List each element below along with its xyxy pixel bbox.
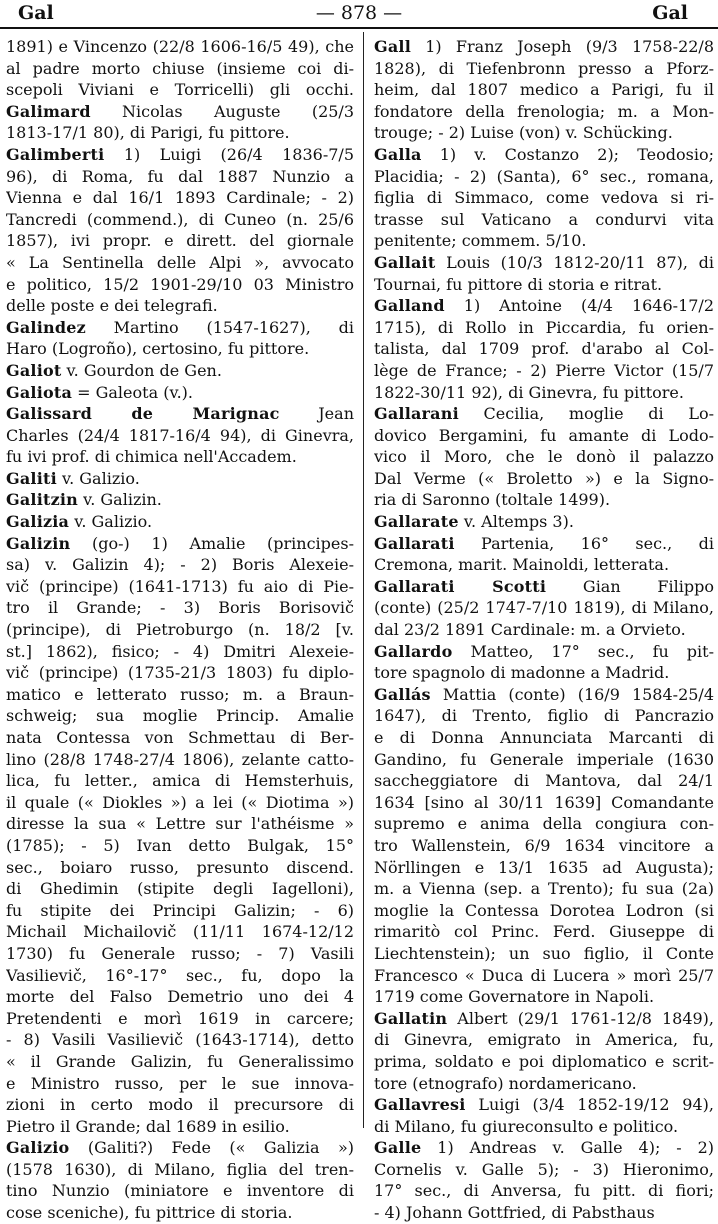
entry-text: Cecilia, moglie di Lo- bbox=[458, 404, 714, 424]
text-line bbox=[374, 1180, 714, 1202]
text-line bbox=[6, 705, 354, 727]
entry-text: Mattia (conte) (16/9 1584-25/4 bbox=[430, 684, 714, 704]
text-line bbox=[374, 727, 714, 749]
entry-text: 1) Luigi (26/4 1836-7/5 bbox=[104, 144, 354, 164]
entry-text: 1813-17/1 80), di Parigi, fu pittore. bbox=[6, 123, 290, 143]
entry-text: Tournai, fu pittore di storia e ritrat. bbox=[374, 274, 663, 294]
entry-text: al padre morto chiuse (insieme coi di- bbox=[6, 58, 354, 78]
entry-text: 1) Franz Joseph (9/3 1758-22/8 bbox=[411, 37, 714, 56]
entry-text: Vienna e dal 16/1 1893 Cardinale; - 2) bbox=[6, 188, 354, 208]
entry-text: (1578 1630), di Milano, figlia del tren- bbox=[6, 1159, 354, 1179]
entry-headword: Gallarati bbox=[374, 533, 455, 553]
entry-text: « il Grande Galizin, fu Generalissimo bbox=[6, 1051, 354, 1071]
entry-text: talista, dal 1709 prof. d'arabo al Col- bbox=[374, 339, 714, 359]
text-line bbox=[374, 1094, 714, 1116]
text-line bbox=[6, 986, 354, 1008]
text-line bbox=[6, 857, 354, 879]
entry-headword: Galizio bbox=[6, 1138, 70, 1158]
text-line bbox=[6, 792, 354, 814]
entry-text: 1634 [sino al 30/11 1639] Comandante bbox=[374, 792, 714, 812]
text-line bbox=[374, 857, 714, 879]
entry-text: 1822-30/11 92), di Ginevra, fu pittore. bbox=[374, 382, 684, 402]
text-line bbox=[374, 705, 714, 727]
entry-text: tore spagnolo di madonne a Madrid. bbox=[374, 663, 670, 683]
entry-text: vič (principe) (1641-1713) fu aio di Pie- bbox=[6, 576, 354, 596]
entry-text: diresse la sua « Lettre sur l'athéisme » bbox=[6, 814, 354, 834]
entry-text: matico e letterato russo; m. a Braun- bbox=[6, 684, 354, 704]
entry-headword: Gallatin bbox=[374, 1008, 448, 1028]
entry-headword: Galindez bbox=[6, 317, 86, 337]
text-line bbox=[374, 101, 714, 123]
entry-text: 1730) fu Generale russo; - 7) Vasili bbox=[6, 943, 354, 963]
entry-text: v. Gourdon de Gen. bbox=[61, 360, 222, 380]
entry-text: schweig; sua moglie Princip. Amalie bbox=[6, 706, 354, 726]
text-line bbox=[374, 511, 714, 533]
text-line bbox=[374, 1051, 714, 1073]
entry-text: di Ghedimin (stipite degli Iagelloni), bbox=[6, 879, 354, 899]
entry-text: lège de France; - 2) Pierre Victor (15/7 bbox=[374, 360, 714, 380]
entry-text: lica, fu letter., amica di Hemsterhuis, bbox=[6, 771, 354, 791]
entry-text: Liechtenstein); un suo figlio, il Conte bbox=[374, 943, 714, 963]
entry-text: 1) v. Costanzo 2); Teodosio; bbox=[421, 144, 714, 164]
entry-text: nata Contessa von Schmettau di Ber- bbox=[6, 728, 354, 747]
entry-text: (conte) (25/2 1747-7/10 1819), di Milano, bbox=[374, 598, 714, 618]
text-line bbox=[6, 878, 354, 900]
text-line bbox=[6, 619, 354, 641]
text-line bbox=[374, 554, 714, 576]
entry-text: Gandino, fu Generale imperiale (1630 bbox=[374, 749, 714, 769]
entry-text: rimaritò col Princ. Ferd. Giuseppe di bbox=[374, 922, 714, 942]
text-line bbox=[6, 1159, 354, 1181]
text-line bbox=[6, 533, 354, 555]
entry-text: Dal Verme (« Broletto ») e la Signo- bbox=[374, 468, 714, 488]
entry-text: = Galeota (v.). bbox=[72, 382, 193, 402]
entry-text: Michail Michailovič (11/11 1674-12/12 bbox=[6, 922, 354, 942]
entry-text: (go-) 1) Amalie (principes- bbox=[70, 533, 354, 553]
text-line bbox=[374, 1073, 714, 1095]
text-line bbox=[374, 166, 714, 188]
text-line bbox=[374, 770, 714, 792]
text-line bbox=[374, 684, 714, 706]
text-line bbox=[374, 295, 714, 317]
text-line bbox=[374, 338, 714, 360]
entry-headword: Galland bbox=[374, 296, 445, 316]
entry-text: Tancredi (commend.), di Cuneo (n. 25/6 bbox=[6, 209, 354, 229]
entry-text: cose sceniche), fu pittrice di storia. bbox=[6, 1203, 293, 1223]
entry-text: 1857), ivi propr. e dirett. del giornale bbox=[6, 231, 354, 251]
text-line bbox=[6, 274, 354, 296]
text-line bbox=[374, 749, 714, 771]
entry-headword: Galiot bbox=[6, 360, 62, 380]
text-line bbox=[374, 252, 714, 274]
text-line bbox=[6, 900, 354, 922]
entry-text: Cornelis v. Galle 5); - 3) Hieronimo, bbox=[374, 1159, 714, 1179]
text-line bbox=[6, 187, 354, 209]
entry-headword: Galiota bbox=[6, 382, 73, 402]
header-left-guideword: Gal bbox=[18, 2, 54, 24]
entry-text: Matteo, 17° sec., fu pit- bbox=[452, 641, 714, 661]
entry-text: supremo e anima della congiura con- bbox=[374, 814, 714, 834]
text-line bbox=[374, 878, 714, 900]
left-column bbox=[6, 36, 354, 1224]
entry-text: Luigi (3/4 1852-19/12 94), bbox=[465, 1095, 714, 1115]
entry-headword: Gallait bbox=[374, 252, 436, 272]
entry-text: e Ministro russo, per le sue innova- bbox=[6, 1073, 354, 1093]
text-line bbox=[6, 144, 354, 166]
entry-text: Albert (29/1 1761-12/8 1849), bbox=[447, 1008, 714, 1028]
entry-text: sec., boiaro russo, presunto discend. bbox=[6, 857, 354, 877]
entry-headword: Gallás bbox=[374, 684, 431, 704]
entry-text: Charles (24/4 1817-16/4 94), di Ginevra, bbox=[6, 425, 354, 445]
entry-text: fondatore della frenologia; m. a Mon- bbox=[374, 101, 714, 121]
entry-headword: Galitzin bbox=[6, 490, 78, 510]
right-column bbox=[374, 36, 714, 1224]
text-line bbox=[6, 1094, 354, 1116]
entry-text: 1719 come Governatore in Napoli. bbox=[374, 987, 655, 1007]
text-line bbox=[6, 468, 354, 490]
entry-text: Pietro il Grande; dal 1689 in esilio. bbox=[6, 1116, 290, 1136]
text-line bbox=[374, 382, 714, 404]
text-line bbox=[6, 382, 354, 404]
entry-headword: Galimberti bbox=[6, 144, 105, 164]
entry-text: di Milano, fu giureconsulto e politico. bbox=[374, 1116, 679, 1136]
entry-headword: Gallardo bbox=[374, 641, 453, 661]
text-line bbox=[374, 576, 714, 598]
text-line bbox=[374, 792, 714, 814]
entry-text: prima, soldato e poi diplomatico e scrit- bbox=[374, 1051, 714, 1071]
text-line bbox=[374, 446, 714, 468]
entry-text: Haro (Logroño), certosino, fu pittore. bbox=[6, 339, 310, 359]
text-line bbox=[6, 58, 354, 80]
text-line bbox=[6, 813, 354, 835]
text-line bbox=[374, 986, 714, 1008]
text-line bbox=[374, 403, 714, 425]
text-line bbox=[374, 921, 714, 943]
text-line bbox=[6, 554, 354, 576]
entry-text: Pretendenti e morì 1619 in carcere; bbox=[6, 1008, 354, 1028]
text-line bbox=[6, 295, 354, 317]
text-line bbox=[374, 1159, 714, 1181]
text-line bbox=[6, 230, 354, 252]
entry-text: sa) v. Galizin 4); - 2) Boris Alexeie- bbox=[6, 555, 354, 575]
entry-text: moglie la Contessa Dorotea Lodron (si bbox=[374, 900, 714, 920]
header-right-guideword: Gal bbox=[652, 2, 688, 24]
text-line bbox=[374, 597, 714, 619]
entry-text: vič (principe) (1735-21/3 1803) fu diplo- bbox=[6, 663, 354, 683]
entry-text: (principe), di Pietroburgo (n. 18/2 [v. bbox=[6, 620, 354, 640]
text-line bbox=[6, 403, 354, 425]
text-line bbox=[6, 727, 354, 749]
entry-text: - 8) Vasili Vasilievič (1643-1714), detto bbox=[6, 1030, 354, 1050]
entry-text: e di Donna Annunciata Marcanti di bbox=[374, 728, 714, 747]
text-line bbox=[6, 1202, 354, 1224]
text-line bbox=[6, 749, 354, 771]
text-line bbox=[6, 360, 354, 382]
entry-text: delle poste e dei telegrafi. bbox=[6, 296, 218, 316]
entry-text: m. a Vienna (sep. a Trento); fu sua (2a) bbox=[374, 879, 714, 899]
entry-text: st.] 1862), fisico; - 4) Dmitri Alexeie- bbox=[6, 641, 354, 661]
entry-headword: Gallavresi bbox=[374, 1095, 466, 1115]
text-line bbox=[6, 1116, 354, 1138]
text-line bbox=[6, 943, 354, 965]
text-line bbox=[6, 252, 354, 274]
entry-text: morte del Falso Demetrio uno dei 4 bbox=[6, 987, 354, 1007]
entry-text: Vasilievič, 16°-17° sec., fu, dopo la bbox=[6, 965, 354, 985]
entry-text: v. Galizin. bbox=[77, 490, 162, 510]
entry-text: 1) Antoine (4/4 1646-17/2 bbox=[444, 296, 714, 316]
text-line bbox=[6, 101, 354, 123]
entry-text: Nörllingen e 13/1 1635 ad Augusta); bbox=[374, 857, 714, 877]
entry-text: e politico, 15/2 1901-29/10 03 Ministro bbox=[6, 274, 354, 294]
entry-text: tro Wallenstein, 6/9 1634 vincitore a bbox=[374, 835, 714, 855]
text-line bbox=[374, 662, 714, 684]
text-line bbox=[6, 122, 354, 144]
text-line bbox=[6, 166, 354, 188]
text-line bbox=[374, 943, 714, 965]
text-line bbox=[6, 209, 354, 231]
entry-text: « La Sentinella delle Alpi », avvocato bbox=[6, 252, 354, 272]
entry-headword: Gall bbox=[374, 37, 411, 56]
text-line bbox=[374, 619, 714, 641]
entry-text: (Galiti?) Fede (« Galizia ») bbox=[69, 1138, 354, 1158]
text-line bbox=[374, 641, 714, 663]
text-line bbox=[6, 1008, 354, 1030]
entry-text: tino Nunzio (miniatore e inventore di bbox=[6, 1181, 354, 1201]
text-line bbox=[374, 360, 714, 382]
entry-text: di Ginevra, emigrato in America, fu, bbox=[374, 1030, 714, 1050]
entry-text: fu stipite dei Principi Galizin; - 6) bbox=[6, 900, 354, 920]
entry-text: Francesco « Duca di Lucera » morì 25/7 bbox=[374, 965, 714, 985]
text-line bbox=[6, 662, 354, 684]
entry-text: saccheggiatore di Mantova, dal 24/1 bbox=[374, 771, 714, 791]
text-line bbox=[374, 489, 714, 511]
entry-text: penitente; commem. 5/10. bbox=[374, 231, 587, 251]
entry-text: Martino (1547-1627), di bbox=[85, 317, 354, 337]
page-header bbox=[0, 0, 718, 30]
text-line bbox=[6, 597, 354, 619]
entry-text: trouge; - 2) Luise (von) v. Schücking. bbox=[374, 123, 673, 143]
page-number: — 878 — bbox=[315, 2, 403, 24]
entry-text: vico il Moro, che le donò il palazzo bbox=[374, 447, 714, 467]
text-line bbox=[374, 835, 714, 857]
text-line bbox=[374, 58, 714, 80]
entry-text: v. Galizio. bbox=[56, 468, 140, 488]
text-line bbox=[374, 533, 714, 555]
text-line bbox=[6, 1137, 354, 1159]
header-rule bbox=[0, 27, 718, 29]
entry-text: 1647), di Trento, figlio di Pancrazio bbox=[374, 706, 714, 726]
text-line bbox=[6, 489, 354, 511]
text-line bbox=[6, 425, 354, 447]
entry-text: trasse sul Vaticano a condurvi vita bbox=[374, 209, 714, 229]
text-line bbox=[374, 36, 714, 58]
entry-text: figlia di Simmaco, come vedova si ri- bbox=[374, 188, 714, 208]
entry-text: Jean bbox=[279, 404, 354, 424]
text-line bbox=[6, 511, 354, 533]
entry-text: 1891) e Vincenzo (22/8 1606-16/5 49), che bbox=[6, 37, 354, 56]
text-line bbox=[374, 79, 714, 101]
entry-text: dovico Bergamini, fu amante di Lodo- bbox=[374, 425, 714, 445]
entry-text: 17° sec., di Anversa, fu pitt. di fiori; bbox=[374, 1181, 714, 1201]
text-line bbox=[374, 230, 714, 252]
text-line bbox=[6, 317, 354, 339]
entry-headword: Galizia bbox=[6, 512, 70, 532]
entry-headword: Galizin bbox=[6, 533, 71, 553]
entry-text: tro il Grande; - 3) Boris Borisovič bbox=[6, 598, 354, 618]
entry-headword: Gallarati Scotti bbox=[374, 576, 547, 596]
text-line bbox=[6, 835, 354, 857]
text-line bbox=[6, 1073, 354, 1095]
text-line bbox=[374, 900, 714, 922]
entry-text: Cremona, marit. Mainoldi, letterata. bbox=[374, 555, 670, 575]
entry-text: ria di Saronno (toltale 1499). bbox=[374, 490, 611, 510]
entry-text: Louis (10/3 1812-20/11 87), di bbox=[435, 252, 714, 272]
text-line bbox=[374, 1116, 714, 1138]
entry-headword: Galimard bbox=[6, 101, 91, 121]
text-line bbox=[374, 144, 714, 166]
entry-text: (1785); - 5) Ivan detto Bulgak, 15° bbox=[6, 835, 354, 855]
entry-text: Gian Filippo bbox=[546, 576, 714, 596]
entry-text: v. Altemps 3). bbox=[458, 512, 574, 532]
column-divider bbox=[363, 32, 364, 1128]
text-line bbox=[6, 79, 354, 101]
entry-text: v. Galizio. bbox=[69, 512, 153, 532]
text-line bbox=[6, 684, 354, 706]
entry-headword: Galissard de Marignac bbox=[6, 404, 280, 424]
text-line bbox=[6, 641, 354, 663]
text-line bbox=[374, 813, 714, 835]
entry-text: zioni in certo modo il precursore di bbox=[6, 1095, 354, 1115]
text-line bbox=[374, 1137, 714, 1159]
entry-text: il quale (« Diokles ») a lei (« Diotima ») bbox=[6, 792, 354, 812]
text-line bbox=[374, 425, 714, 447]
text-line bbox=[374, 1008, 714, 1030]
entry-headword: Galla bbox=[374, 144, 422, 164]
text-line bbox=[6, 1029, 354, 1051]
entry-text: 1715), di Rollo in Piccardia, fu orien- bbox=[374, 317, 714, 337]
entry-text: Placidia; - 2) (Santa), 6° sec., romana, bbox=[374, 166, 714, 186]
text-line bbox=[6, 36, 354, 58]
text-line bbox=[374, 1029, 714, 1051]
entry-text: Partenia, 16° sec., di bbox=[454, 533, 714, 553]
text-line bbox=[374, 468, 714, 490]
text-line bbox=[6, 446, 354, 468]
entry-headword: Gallarani bbox=[374, 404, 459, 424]
text-line bbox=[374, 965, 714, 987]
text-line bbox=[6, 1051, 354, 1073]
entry-text: 1828), di Tiefenbronn presso a Pforz- bbox=[374, 58, 714, 78]
entry-text: dal 23/2 1891 Cardinale: m. a Orvieto. bbox=[374, 620, 686, 640]
text-line bbox=[374, 274, 714, 296]
text-line bbox=[6, 965, 354, 987]
entry-headword: Galiti bbox=[6, 468, 57, 488]
text-line bbox=[6, 921, 354, 943]
entry-headword: Galle bbox=[374, 1138, 422, 1158]
entry-text: fu ivi prof. di chimica nell'Accadem. bbox=[6, 447, 297, 467]
entry-headword: Gallarate bbox=[374, 512, 459, 532]
text-line bbox=[6, 338, 354, 360]
entry-text: 96), di Roma, fu dal 1887 Nunzio a bbox=[6, 166, 354, 186]
entry-text: lino (28/8 1748-27/4 1806), zelante catto- bbox=[6, 749, 354, 769]
entry-text: heim, dal 1807 medico a Parigi, fu il bbox=[374, 80, 714, 100]
entry-text: 1) Andreas v. Galle 4); - 2) bbox=[421, 1138, 714, 1158]
entry-text: scepoli Viviani e Torricelli) gli occhi. bbox=[6, 80, 354, 100]
entry-text: Nicolas Auguste (25/3 bbox=[90, 101, 354, 121]
text-line bbox=[374, 122, 714, 144]
text-line bbox=[374, 317, 714, 339]
text-line bbox=[374, 1202, 714, 1224]
text-line bbox=[374, 209, 714, 231]
text-line bbox=[6, 1180, 354, 1202]
text-line bbox=[6, 576, 354, 598]
text-line bbox=[6, 770, 354, 792]
entry-text: tore (etnografo) nordamericano. bbox=[374, 1073, 637, 1093]
text-line bbox=[374, 187, 714, 209]
entry-text: - 4) Johann Gottfried, di Pabsthaus bbox=[374, 1203, 655, 1223]
